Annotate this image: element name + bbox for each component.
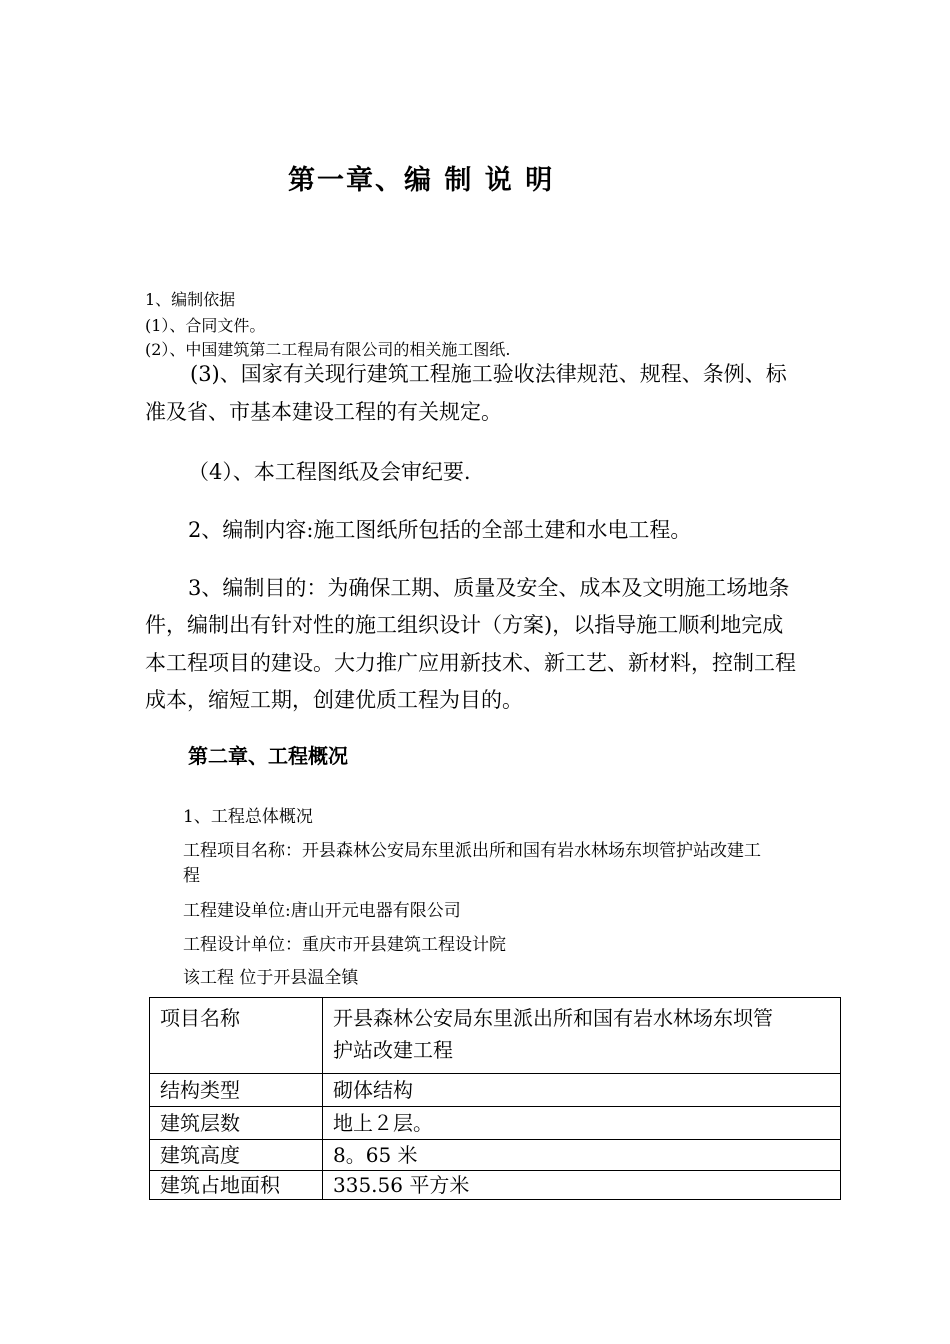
overview-heading: 1、工程总体概况 (183, 807, 313, 827)
row-value-line-2: 护站改建工程 (333, 1038, 453, 1062)
chapter2-title: 第二章、工程概况 (188, 744, 348, 768)
purpose-line-1: 3、编制目的：为确保工期、质量及安全、成本及文明施工场地条 (188, 576, 790, 600)
table-row (150, 1107, 841, 1140)
table-row (150, 1140, 841, 1171)
basis-item-4: （4）、本工程图纸及会审纪要. (188, 460, 471, 484)
row-key: 建筑层数 (150, 1107, 323, 1140)
project-info-table (149, 997, 841, 1200)
table-row (150, 1171, 841, 1200)
table-row (150, 1074, 841, 1107)
basis-item-3-line-1: (3)、国家有关现行建筑工程施工验收法律规范、规程、条例、标 (190, 362, 787, 386)
purpose-line-3: 本工程项目的建设。大力推广应用新技术、新工艺、新材料，控制工程 (145, 651, 796, 675)
row-value: 地上２层。 (323, 1107, 841, 1140)
compile-content: 2、编制内容:施工图纸所包括的全部土建和水电工程。 (188, 518, 692, 542)
row-value-line-1: 开县森林公安局东里派出所和国有岩水林场东坝管 (333, 1006, 773, 1030)
basis-item-3-line-2: 准及省、市基本建设工程的有关规定。 (145, 400, 502, 424)
purpose-line-4: 成本，缩短工期，创建优质工程为目的。 (145, 688, 523, 712)
row-value (323, 998, 841, 1074)
location: 该工程 位于开县温全镇 (183, 968, 359, 988)
basis-item-2: (2）、中国建筑第二工程局有限公司的相关施工图纸. (145, 340, 511, 359)
table-row (150, 998, 841, 1074)
basis-heading: 1、编制依据 (145, 290, 236, 309)
basis-item-1: (1）、合同文件。 (145, 316, 266, 335)
row-key: 结构类型 (150, 1074, 323, 1107)
row-key: 建筑占地面积 (150, 1171, 323, 1200)
chapter1-title: 第一章、编 制 说 明 (288, 165, 555, 196)
purpose-line-2: 件，编制出有针对性的施工组织设计（方案)，以指导施工顺利地完成 (145, 613, 784, 637)
row-key: 建筑高度 (150, 1140, 323, 1171)
row-value: 砌体结构 (323, 1074, 841, 1107)
row-value: 8。65 米 (323, 1140, 841, 1171)
row-value: 335.56 平方米 (323, 1171, 841, 1200)
design-unit: 工程设计单位：重庆市开县建筑工程设计院 (183, 935, 506, 955)
project-name-line-2: 程 (183, 866, 200, 886)
builder-unit: 工程建设单位:唐山开元电器有限公司 (183, 901, 461, 921)
row-key: 项目名称 (150, 998, 323, 1074)
project-name-line-1: 工程项目名称：开县森林公安局东里派出所和国有岩水林场东坝管护站改建工 (183, 841, 761, 861)
